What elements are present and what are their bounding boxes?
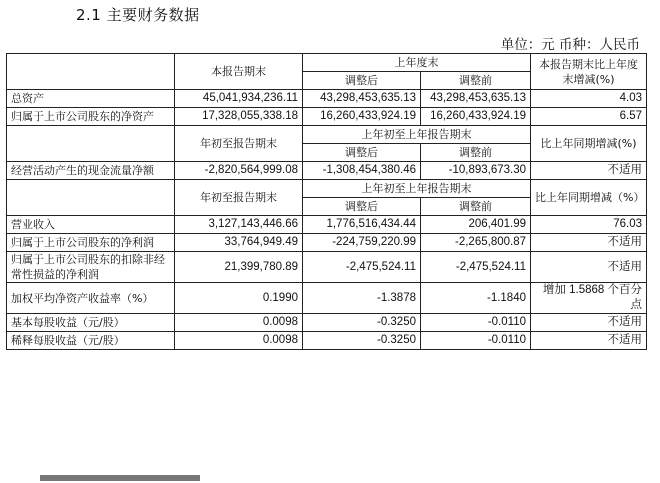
row-label: 经营活动产生的现金流量净额	[7, 162, 175, 180]
header-current-period: 本报告期末	[175, 54, 303, 90]
header-blank	[7, 126, 175, 162]
header-change: 比上年同期增减(%)	[531, 126, 647, 162]
header-blank	[7, 54, 175, 90]
header-adjusted: 调整后	[303, 198, 421, 216]
table-row	[7, 283, 647, 314]
financial-data-table	[6, 53, 647, 350]
table-row	[7, 162, 647, 180]
cell-current: 21,399,780.89	[175, 252, 303, 283]
table-row	[7, 108, 647, 126]
row-label: 营业收入	[7, 216, 175, 234]
header-prev-ytd: 上年初至上年报告期末	[303, 180, 531, 198]
table-row	[7, 252, 647, 283]
currency-unit: 单位：元 币种：人民币	[500, 37, 640, 53]
cell-before: 206,401.99	[421, 216, 531, 234]
cell-adjusted: -0.3250	[303, 332, 421, 350]
cell-before: -0.0110	[421, 332, 531, 350]
cell-current: 0.1990	[175, 283, 303, 314]
header-row	[7, 54, 647, 72]
cell-change: 不适用	[531, 234, 647, 252]
header-change: 本报告期末比上年度末增减(%)	[531, 54, 647, 90]
cell-current: 17,328,055,338.18	[175, 108, 303, 126]
cell-change: 6.57	[531, 108, 647, 126]
cell-current: 45,041,934,236.11	[175, 90, 303, 108]
cell-current: -2,820,564,999.08	[175, 162, 303, 180]
header-blank	[7, 180, 175, 216]
cell-change: 不适用	[531, 162, 647, 180]
cell-adjusted: -1,308,454,380.46	[303, 162, 421, 180]
header-ytd: 年初至报告期末	[175, 126, 303, 162]
row-label: 加权平均净资产收益率（%）	[7, 283, 175, 314]
cell-current: 33,764,949.49	[175, 234, 303, 252]
header-adjusted: 调整后	[303, 144, 421, 162]
cell-change: 不适用	[531, 314, 647, 332]
cell-before: -10,893,673.30	[421, 162, 531, 180]
cell-change: 4.03	[531, 90, 647, 108]
cell-change: 76.03	[531, 216, 647, 234]
cell-before: -1.1840	[421, 283, 531, 314]
table-row	[7, 216, 647, 234]
header-row	[7, 126, 647, 144]
cropped-text-fragment	[40, 472, 200, 483]
table-row	[7, 90, 647, 108]
cell-adjusted: 43,298,453,635.13	[303, 90, 421, 108]
cell-change: 不适用	[531, 332, 647, 350]
header-change: 比上年同期增减（%）	[531, 180, 647, 216]
cell-adjusted: -1.3878	[303, 283, 421, 314]
cell-adjusted: -0.3250	[303, 314, 421, 332]
header-before-adjust: 调整前	[421, 72, 531, 90]
row-label: 归属于上市公司股东的净利润	[7, 234, 175, 252]
row-label: 基本每股收益（元/股）	[7, 314, 175, 332]
cell-before: 16,260,433,924.19	[421, 108, 531, 126]
row-label: 总资产	[7, 90, 175, 108]
section-heading: 2.1 主要财务数据	[76, 6, 200, 24]
cell-adjusted: -224,759,220.99	[303, 234, 421, 252]
row-label: 归属于上市公司股东的净资产	[7, 108, 175, 126]
cell-current: 3,127,143,446.66	[175, 216, 303, 234]
header-before-adjust: 调整前	[421, 198, 531, 216]
cell-before: -0.0110	[421, 314, 531, 332]
cell-current: 0.0098	[175, 332, 303, 350]
header-prev-ytd: 上年初至上年报告期末	[303, 126, 531, 144]
cell-current: 0.0098	[175, 314, 303, 332]
cell-adjusted: -2,475,524.11	[303, 252, 421, 283]
table-row	[7, 314, 647, 332]
header-prev-year-end: 上年度末	[303, 54, 531, 72]
table-row	[7, 234, 647, 252]
cell-before: -2,475,524.11	[421, 252, 531, 283]
header-before-adjust: 调整前	[421, 144, 531, 162]
header-row	[7, 180, 647, 198]
header-ytd: 年初至报告期末	[175, 180, 303, 216]
header-adjusted: 调整后	[303, 72, 421, 90]
cell-before: -2,265,800.87	[421, 234, 531, 252]
table-row	[7, 332, 647, 350]
row-label: 归属于上市公司股东的扣除非经常性损益的净利润	[7, 252, 175, 283]
row-label: 稀释每股收益（元/股）	[7, 332, 175, 350]
cell-adjusted: 16,260,433,924.19	[303, 108, 421, 126]
cell-before: 43,298,453,635.13	[421, 90, 531, 108]
cell-change: 增加 1.5868 个百分点	[531, 283, 647, 314]
cell-adjusted: 1,776,516,434.44	[303, 216, 421, 234]
cell-change: 不适用	[531, 252, 647, 283]
